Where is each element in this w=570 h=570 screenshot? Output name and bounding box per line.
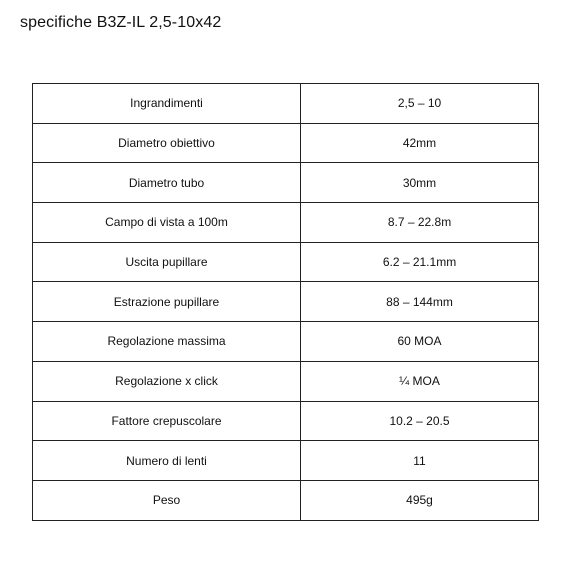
spec-value: 30mm [301, 163, 539, 203]
spec-label: Diametro obiettivo [33, 123, 301, 163]
spec-label: Campo di vista a 100m [33, 203, 301, 243]
spec-value: 2,5 – 10 [301, 84, 539, 124]
table-row [33, 203, 539, 243]
table-row [33, 401, 539, 441]
table-row [33, 480, 539, 520]
spec-value: 495g [301, 480, 539, 520]
spec-value: 11 [301, 441, 539, 481]
spec-label: Diametro tubo [33, 163, 301, 203]
table-row [33, 322, 539, 362]
table-row [33, 361, 539, 401]
spec-label: Estrazione pupillare [33, 282, 301, 322]
table-row [33, 163, 539, 203]
spec-value: 10.2 – 20.5 [301, 401, 539, 441]
spec-value: 6.2 – 21.1mm [301, 242, 539, 282]
page-title: specifiche B3Z-IL 2,5-10x42 [20, 14, 222, 31]
spec-label: Peso [33, 480, 301, 520]
spec-label: Fattore crepuscolare [33, 401, 301, 441]
table-row [33, 123, 539, 163]
table-row [33, 441, 539, 481]
spec-value: 42mm [301, 123, 539, 163]
spec-label: Regolazione massima [33, 322, 301, 362]
spec-value: 60 MOA [301, 322, 539, 362]
spec-label: Regolazione x click [33, 361, 301, 401]
table-row [33, 242, 539, 282]
table-row [33, 282, 539, 322]
spec-value: 88 – 144mm [301, 282, 539, 322]
spec-label: Ingrandimenti [33, 84, 301, 124]
specs-table-body [33, 84, 539, 521]
spec-value: ¼ MOA [301, 361, 539, 401]
spec-label: Uscita pupillare [33, 242, 301, 282]
spec-value: 8.7 – 22.8m [301, 203, 539, 243]
table-row [33, 84, 539, 124]
specs-table [32, 83, 539, 521]
spec-label: Numero di lenti [33, 441, 301, 481]
